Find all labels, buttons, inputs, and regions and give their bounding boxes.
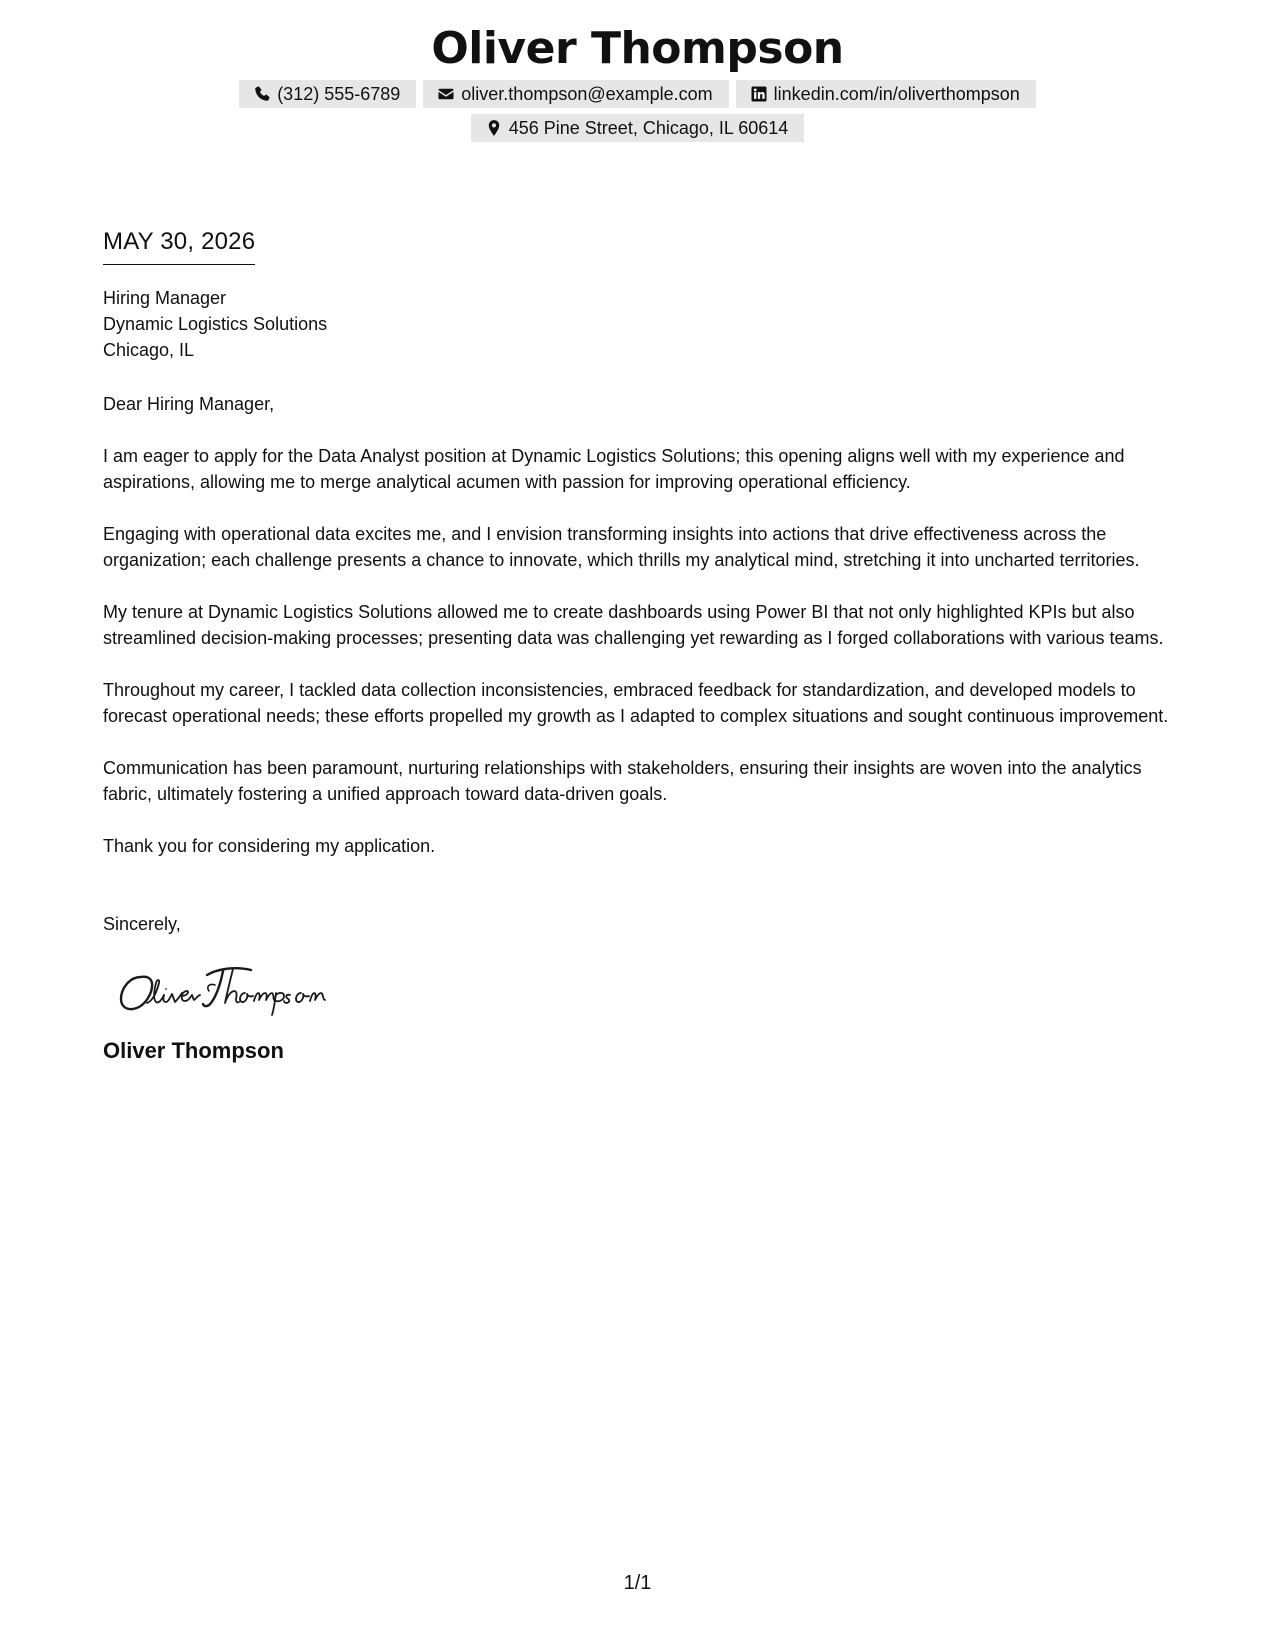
recipient-title: Hiring Manager (103, 288, 227, 308)
signed-name: Oliver Thompson (103, 1038, 284, 1063)
body-paragraph: Engaging with operational data excites me, and I envision transforming insights into actions that drive effectiveness across the organization; each challenge presents a chance to innovate, which thrills my analytical mind, stretching it into uncharted territories. (103, 524, 1140, 570)
thank-you-line: Thank you for considering my application. (103, 836, 436, 856)
phone-number: (312) 555-6789 (277, 83, 401, 104)
street-address: 456 Pine Street, Chicago, IL 60614 (508, 117, 789, 138)
body-paragraph: Communication has been paramount, nurturing relationships with stakeholders, ensuring their insights are woven into the analytics fabric, ultimately fostering a unified approach toward data-driven goals. (103, 758, 1142, 804)
contact-row (0, 80, 1275, 108)
recipient-company: Dynamic Logistics Solutions (103, 314, 328, 334)
map-pin-icon (485, 119, 503, 137)
recipient-location: Chicago, IL (103, 340, 195, 360)
letter-header (0, 18, 1275, 142)
recipient-block (103, 285, 1175, 363)
linkedin-icon (750, 85, 768, 103)
body-paragraph: My tenure at Dynamic Logistics Solutions allowed me to create dashboards using Power BI that not only highlighted KPIs but also streamlined decision-making processes; presenting data was challenging yet rewarding as I forged collaborations with various teams. (103, 602, 1164, 648)
body-paragraph: I am eager to apply for the Data Analyst position at Dynamic Logistics Solutions; this opening aligns well with my experience and aspirations, allowing me to merge analytical acumen with passion for improving operational efficiency. (103, 446, 1125, 492)
phone-icon (253, 85, 271, 103)
letter-date: MAY 30, 2026 (103, 226, 255, 265)
body-paragraph: Throughout my career, I tackled data collection inconsistencies, embraced feedback for standardization, and developed models to forecast operational needs; these efforts propelled my growth as I adapted to complex situations and sought continuous improvement. (103, 680, 1169, 726)
closing: Sincerely, (103, 914, 181, 934)
phone-chip (239, 80, 416, 108)
email-chip (423, 80, 728, 108)
applicant-name: Oliver Thompson (431, 23, 844, 74)
linkedin-chip (736, 80, 1036, 108)
email-address: oliver.thompson@example.com (461, 83, 713, 104)
salutation: Dear Hiring Manager, (103, 394, 275, 414)
linkedin-url: linkedin.com/in/oliverthompson (773, 83, 1020, 104)
letter-body (103, 226, 1175, 1066)
address-row (0, 114, 1275, 142)
page-number: 1/1 (623, 1572, 652, 1594)
address-chip (471, 114, 805, 142)
handwritten-signature (111, 955, 371, 1025)
envelope-icon (437, 85, 455, 103)
